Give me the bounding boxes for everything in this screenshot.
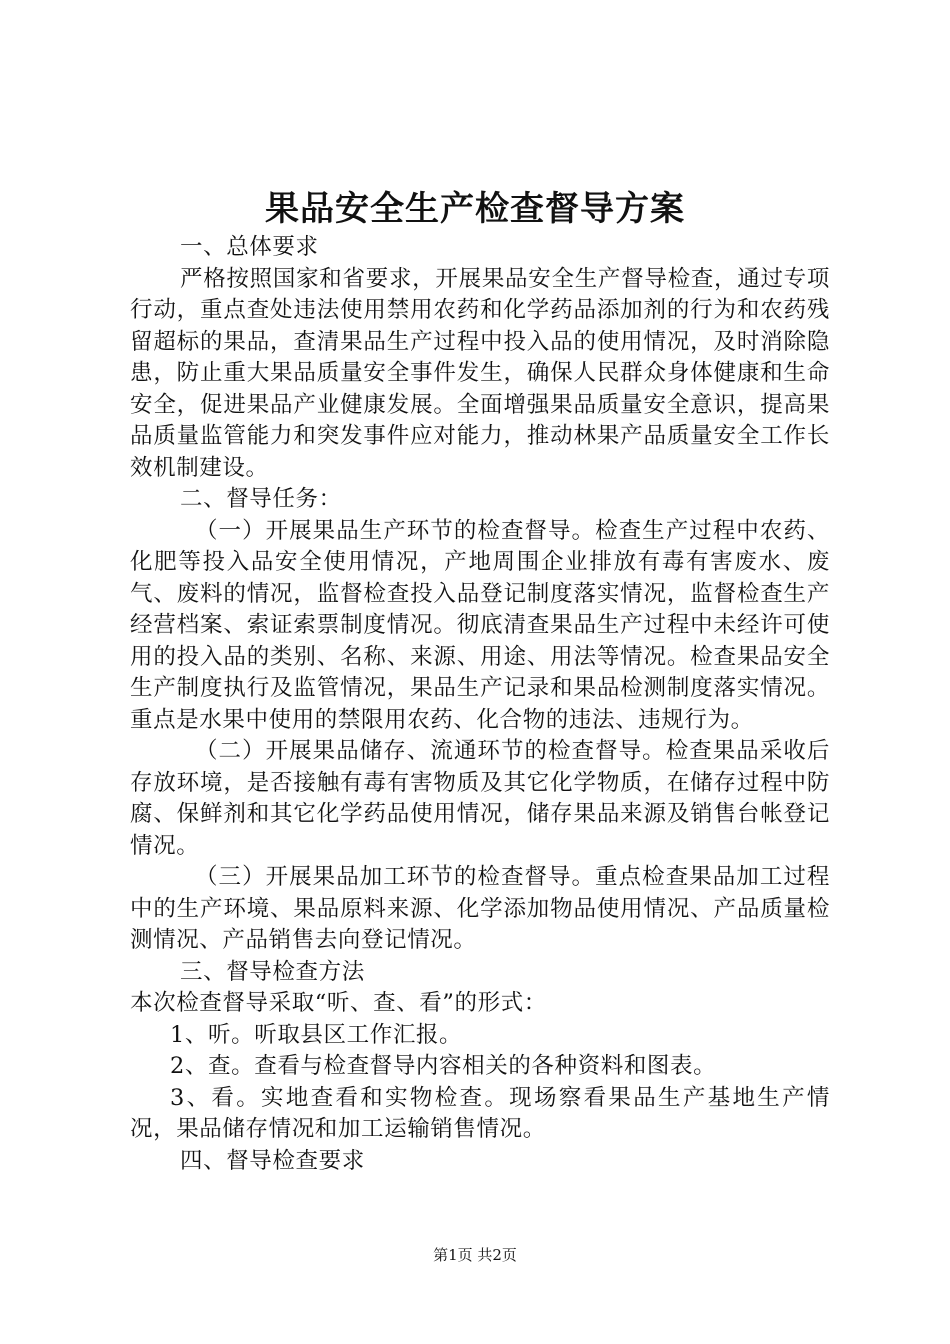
page-number-footer: 第1页 共2页: [433, 1246, 517, 1264]
document-body: [130, 232, 830, 1177]
paragraph-task-3: （三）开展果品加工环节的检查督导。重点检查果品加工过程中的生产环境、果品原料来源、化学添加物品使用情况、产品质量检测情况、产品销售去向登记情况。: [130, 864, 830, 953]
paragraph-method-check: 2、查。查看与检查督导内容相关的各种资料和图表。: [170, 1053, 717, 1079]
section-heading-2: 二、督导任务：: [180, 486, 342, 512]
document-title: 果品安全生产检查督导方案: [265, 189, 685, 229]
paragraph-method-see: 3、看。实地查看和实物检查。现场察看果品生产基地生产情况，果品储存情况和加工运输销售情况。: [130, 1084, 830, 1142]
paragraph-general-requirements: 严格按照国家和省要求，开展果品安全生产督导检查，通过专项行动，重点查处违法使用禁用农药和化学药品添加剂的行为和农药残留超标的果品，查清果品生产过程中投入品的使用情况，及时消除隐患，防止重大果品质量安全事件发生，确保人民群众身体健康和生命安全，促进果品产业健康发展。全面增强果品质量安全意识，提高果品质量监管能力和突发事件应对能力，推动林果产品质量安全工作长效机制建设。: [130, 265, 830, 481]
section-heading-1: 一、总体要求: [180, 234, 319, 260]
paragraph-method-listen: 1、听。听取县区工作汇报。: [170, 1021, 463, 1048]
paragraph-method-intro: 本次检查督导采取“听、查、看”的形式：: [130, 990, 547, 1016]
section-heading-3: 三、督导检查方法: [180, 958, 365, 985]
paragraph-task-2: （二）开展果品储存、流通环节的检查督导。检查果品采收后存放环境，是否接触有毒有害物质及其它化学物质，在储存过程中防腐、保鲜剂和其它化学药品使用情况，储存果品来源及销售台帐登记情况。: [130, 738, 830, 859]
section-heading-4: 四、督导检查要求: [180, 1147, 365, 1174]
paragraph-task-1: （一）开展果品生产环节的检查督导。检查生产过程中农药、化肥等投入品安全使用情况，产地周围企业排放有毒有害废水、废气、废料的情况，监督检查投入品登记制度落实情况，监督检查生产经营档案、索证索票制度情况。彻底清查果品生产过程中未经许可使用的投入品的类别、名称、来源、用途、用法等情况。检查果品安全生产制度执行及监管情况，果品生产记录和果品检测制度落实情况。重点是水果中使用的禁限用农药、化合物的违法、违规行为。: [130, 517, 830, 733]
